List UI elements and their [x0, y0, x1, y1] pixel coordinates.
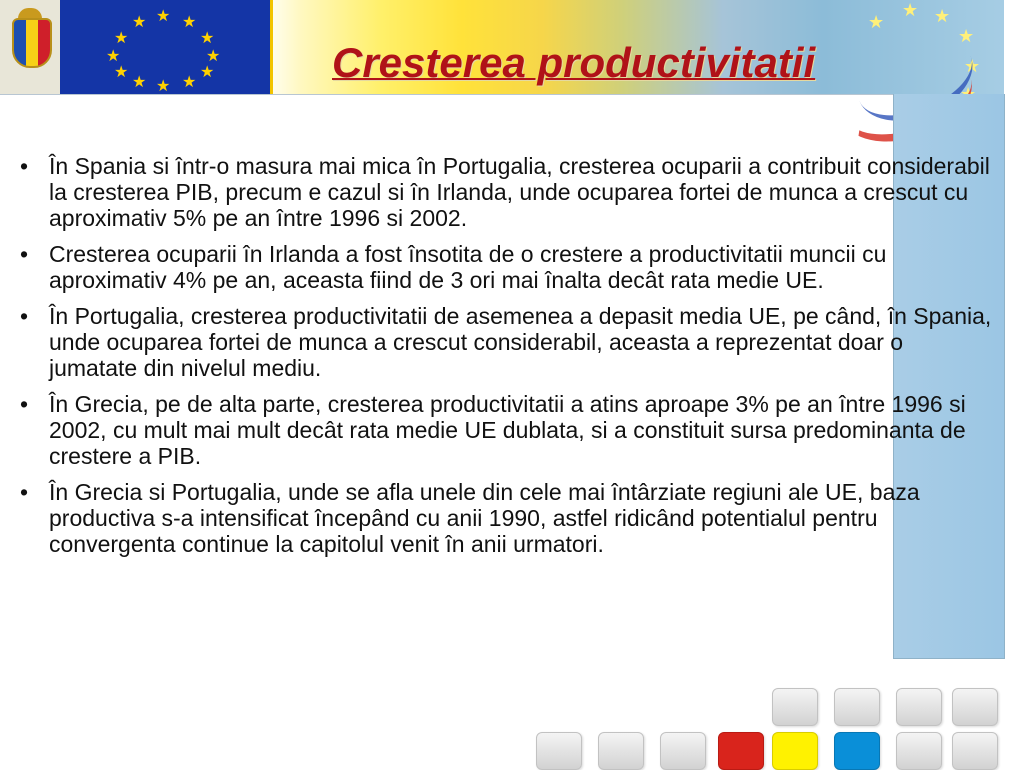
- list-item: [14, 153, 992, 231]
- decorative-square: [952, 732, 998, 770]
- eu-flag-icon: [60, 0, 273, 94]
- decorative-square: [952, 688, 998, 726]
- decorative-square: [536, 732, 582, 770]
- bullet-text: În Portugalia, cresterea productivitatii de asemenea a depasit media UE, pe când, în Spania, unde ocuparea fortei de munca a crescut considerabil, aceasta a reprezentat doar o jumatate din nivelul mediu.: [49, 303, 992, 381]
- bullet-text: Cresterea ocuparii în Irlanda a fost însotita de o crestere a productivitatii muncii cu aproximativ 4% pe an, aceasta fiind de 3 ori mai înalta decât rata medie UE.: [49, 241, 887, 293]
- star-icon: ★: [156, 6, 171, 25]
- decorative-square: [772, 688, 818, 726]
- bullet-text: În Grecia si Portugalia, unde se afla unele din cele mai întârziate regiuni ale UE, baza productiva s-a intensificat începând cu anii 1990, astfel ridicând potentialul pentru convergenta continue la capitolul venit în anii urmatori.: [49, 479, 920, 557]
- slide-title: Cresterea productivitatii: [332, 39, 816, 86]
- list-item: [14, 241, 992, 293]
- bullet-icon: •: [19, 479, 29, 505]
- star-icon: ★: [200, 28, 215, 47]
- star-icon: ★: [182, 12, 197, 31]
- header-banner: [0, 0, 1004, 95]
- decorative-square: [896, 688, 942, 726]
- decorative-square: [598, 732, 644, 770]
- decorative-square-blue: [834, 732, 880, 770]
- decorative-square-red: [718, 732, 764, 770]
- decorative-square: [834, 688, 880, 726]
- star-icon: ★: [114, 62, 129, 81]
- star-icon: ★: [114, 28, 129, 47]
- star-icon: ★: [934, 6, 951, 27]
- bullet-icon: •: [19, 391, 29, 417]
- star-icon: ★: [132, 72, 147, 91]
- bullet-icon: •: [19, 153, 29, 179]
- star-icon: ★: [132, 12, 147, 31]
- star-icon: ★: [958, 26, 975, 47]
- star-icon: ★: [200, 62, 215, 81]
- decorative-square: [896, 732, 942, 770]
- list-item: [14, 303, 992, 381]
- star-icon: ★: [156, 76, 171, 95]
- bullet-icon: •: [19, 241, 29, 267]
- decorative-square-yellow: [772, 732, 818, 770]
- star-icon: ★: [206, 46, 221, 65]
- bullet-list: [14, 153, 992, 567]
- star-icon: ★: [106, 46, 121, 65]
- shield-icon: [12, 18, 52, 68]
- star-icon: ★: [182, 72, 197, 91]
- star-icon: ★: [868, 12, 885, 33]
- decorative-square: [660, 732, 706, 770]
- list-item: [14, 391, 992, 469]
- star-icon: ★: [964, 56, 981, 77]
- romania-coat-of-arms-icon: [0, 0, 61, 94]
- bullet-icon: •: [19, 303, 29, 329]
- bullet-text: În Spania si într-o masura mai mica în Portugalia, cresterea ocuparii a contribuit considerabil la cresterea PIB, precum e cazul si în Irlanda, unde ocuparea fortei de munca a crescut cu aproximativ 5% pe an între 1996 si 2002.: [49, 153, 990, 231]
- bullet-text: În Grecia, pe de alta parte, cresterea productivitatii a atins aproape 3% pe an între 1996 si 2002, cu mult mai mult decât rata medie UE dublata, si a constituit sursa predominanta de crestere a PIB.: [49, 391, 966, 469]
- list-item: [14, 479, 992, 557]
- star-icon: ★: [902, 0, 919, 21]
